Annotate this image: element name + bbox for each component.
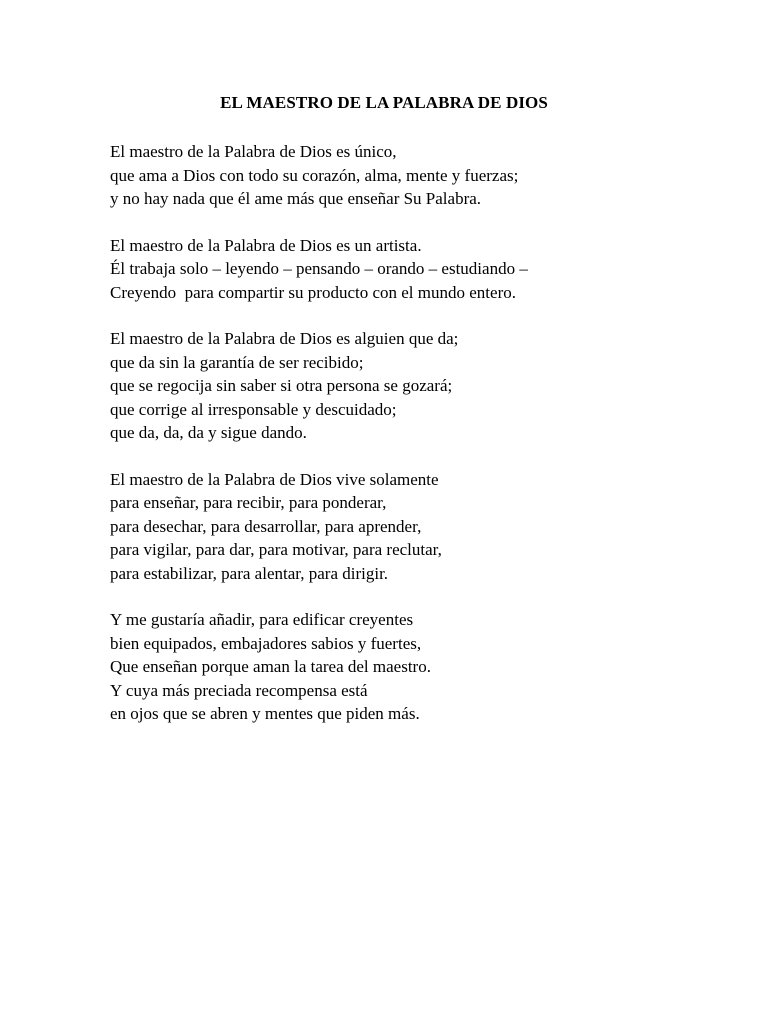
poem-line: El maestro de la Palabra de Dios vive solamente	[110, 469, 439, 489]
poem-line: para estabilizar, para alentar, para dirigir.	[110, 563, 389, 583]
poem-line: Y me gustaría añadir, para edificar creyentes	[110, 610, 414, 629]
poem-line: El maestro de la Palabra de Dios es único,	[110, 142, 397, 161]
stanza-4	[110, 468, 730, 586]
page-title: EL MAESTRO DE LA PALABRA DE DIOS	[220, 93, 548, 112]
poem-line: y no hay nada que él ame más que enseñar Su Palabra.	[110, 189, 482, 208]
poem-line: en ojos que se abren y mentes que piden más.	[110, 704, 420, 723]
poem-line: El maestro de la Palabra de Dios es alguien que da;	[110, 329, 459, 348]
poem-line: para vigilar, para dar, para motivar, para reclutar,	[110, 540, 442, 559]
poem-line: Él trabaja solo – leyendo – pensando – orando – estudiando –	[110, 259, 528, 278]
poem-line: Que enseñan porque aman la tarea del maestro.	[110, 657, 431, 676]
stanza-3	[110, 327, 730, 445]
poem-body	[110, 140, 730, 749]
stanza-2	[110, 234, 730, 305]
poem-line: Creyendo para compartir su producto con el mundo entero.	[110, 282, 516, 302]
poem-line: que corrige al irresponsable y descuidado;	[110, 399, 397, 419]
poem-line: El maestro de la Palabra de Dios es un artista.	[110, 235, 422, 255]
poem-line: que da, da, da y sigue dando.	[110, 423, 307, 442]
stanza-5	[110, 608, 730, 726]
poem-line: bien equipados, embajadores sabios y fuertes,	[110, 633, 422, 653]
poem-line: para desechar, para desarrollar, para aprender,	[110, 516, 422, 536]
poem-line: que se regocija sin saber si otra persona se gozará;	[110, 376, 453, 395]
poem-line: que da sin la garantía de ser recibido;	[110, 352, 364, 372]
poem-line: que ama a Dios con todo su corazón, alma, mente y fuerzas;	[110, 165, 519, 185]
poem-line: para enseñar, para recibir, para ponderar,	[110, 493, 387, 512]
stanza-1	[110, 140, 730, 211]
poem-line: Y cuya más preciada recompensa está	[110, 680, 368, 700]
